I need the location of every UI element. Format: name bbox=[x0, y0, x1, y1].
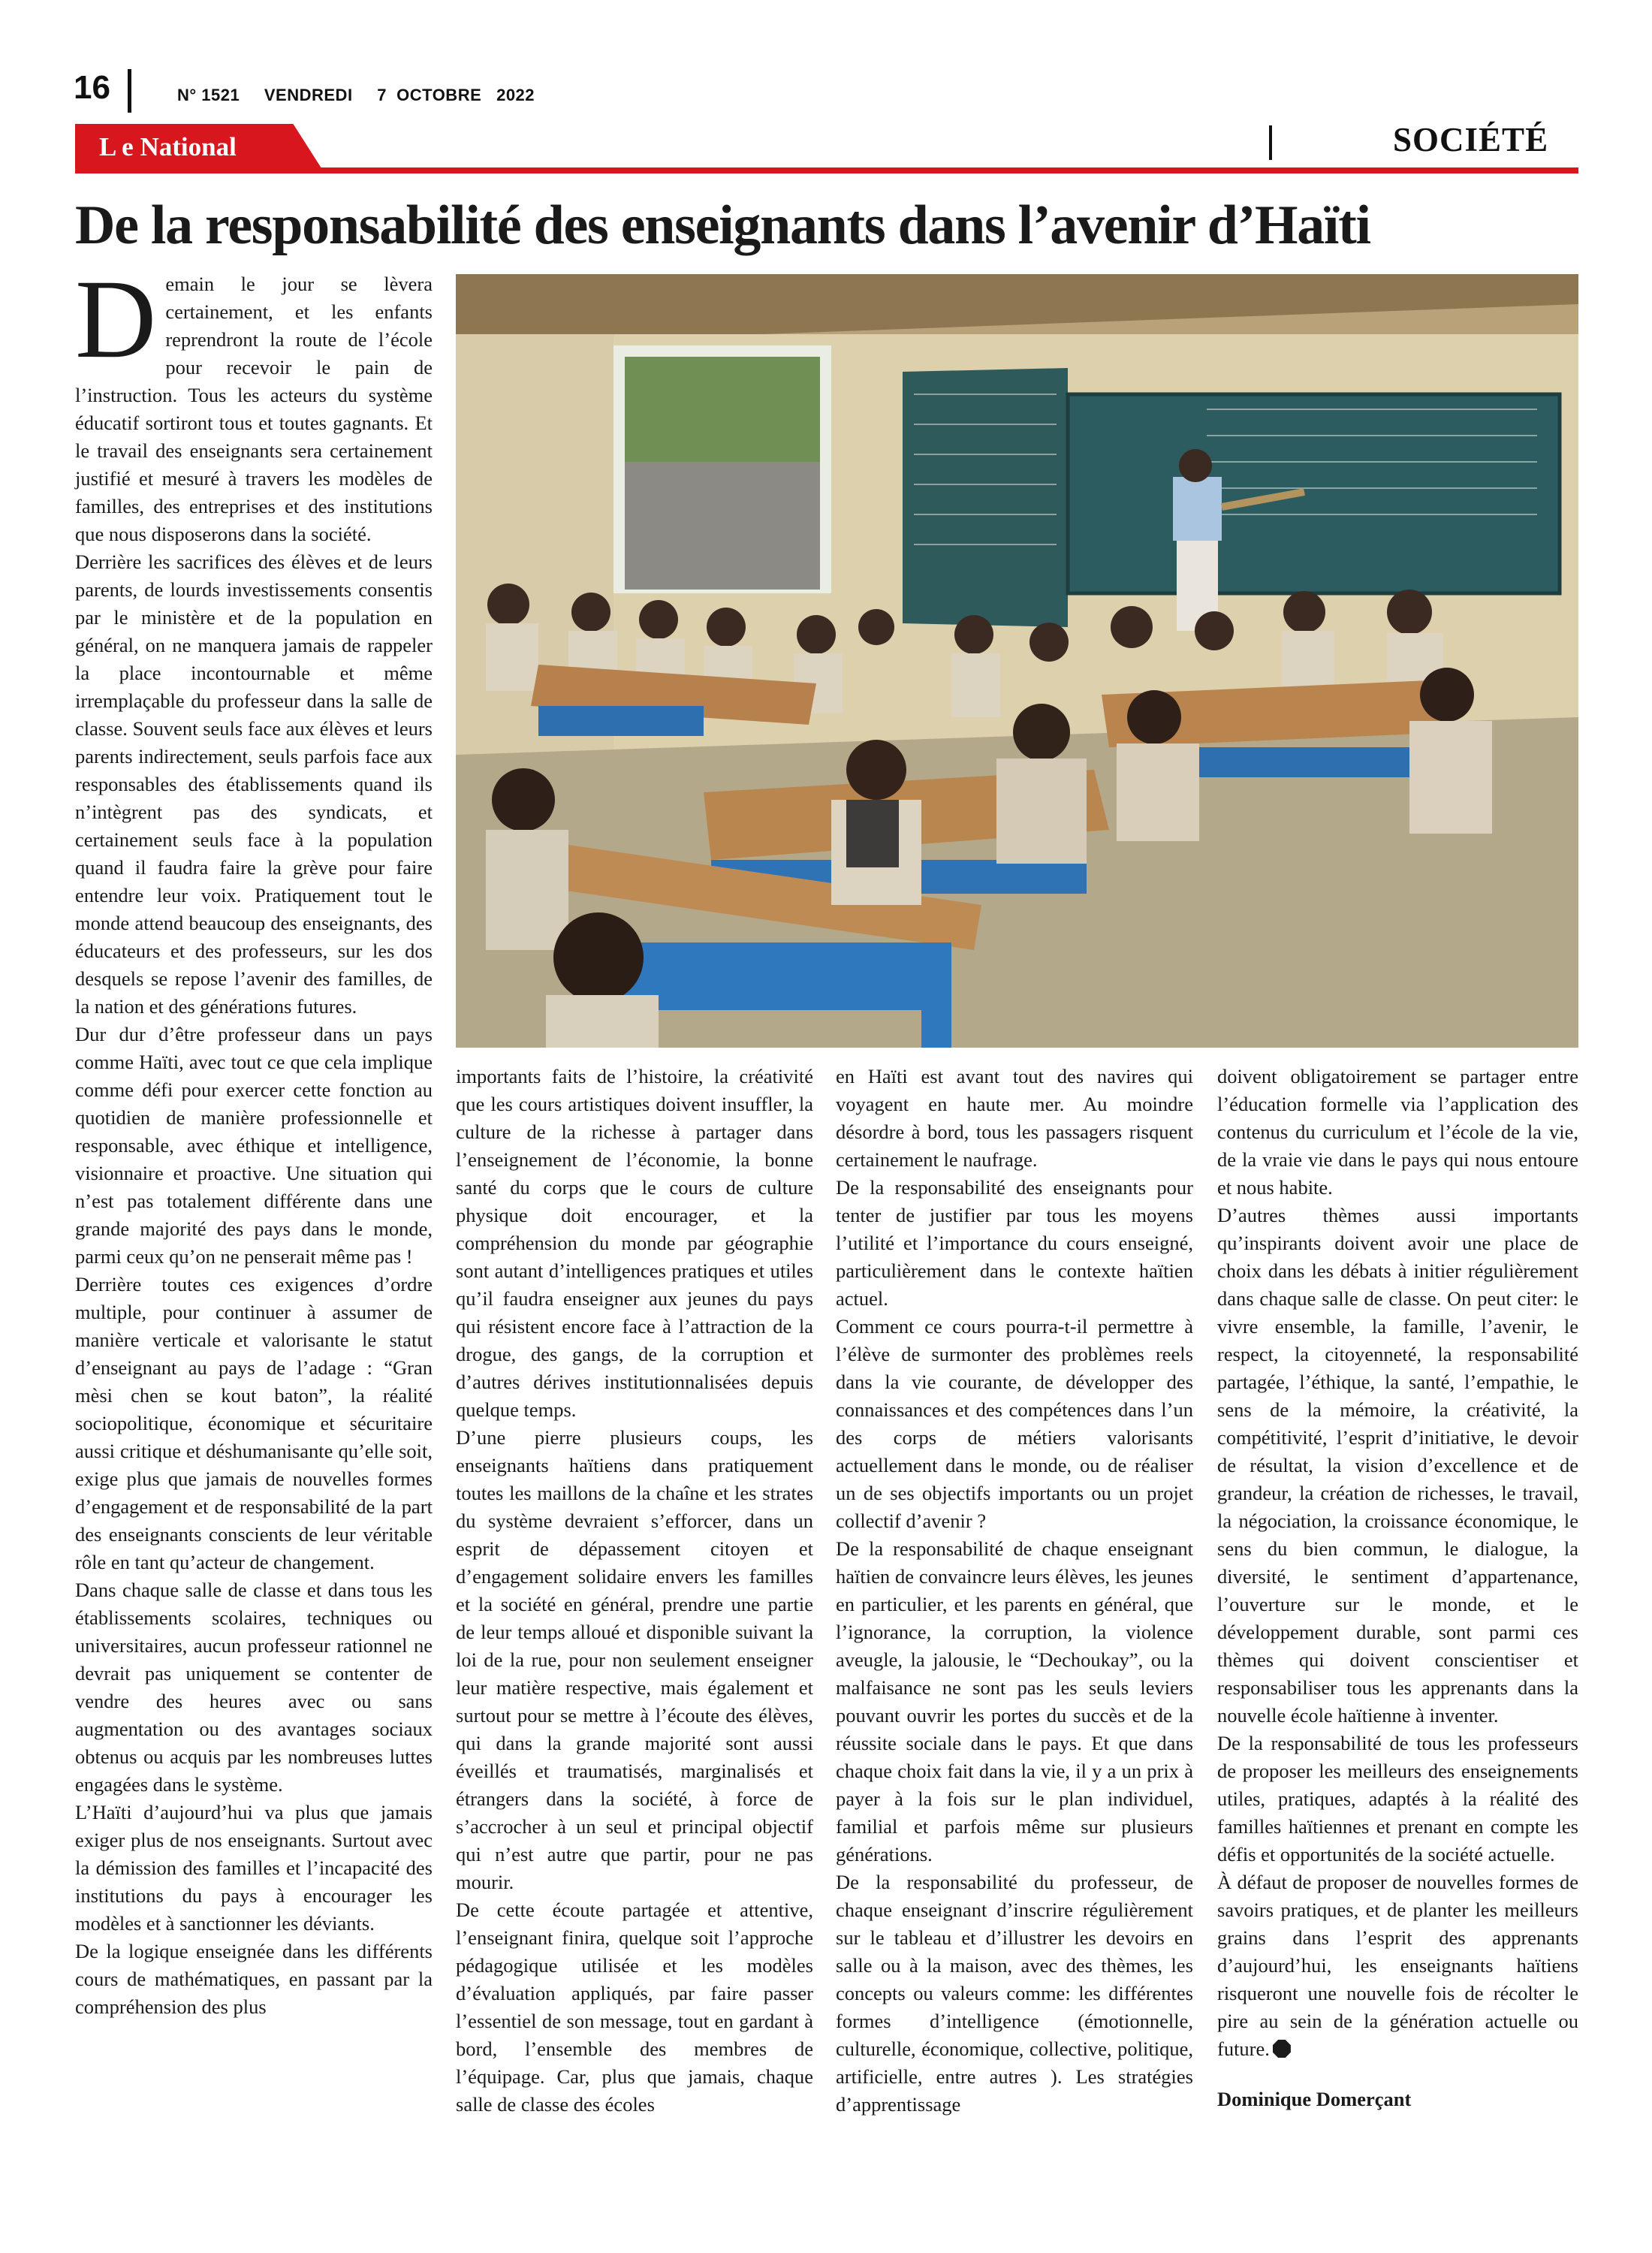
paragraph: Dans chaque salle de classe et dans tous les établissements scolaires, techniques ou universitaires, aucun professeur rationnel ne devrait pas uniquement se contenter de vendre des heures avec ou sans augmentation ou des avantages sociaux obtenus ou acquis par les nombreuses luttes engagées dans le système. bbox=[75, 1579, 433, 1796]
paragraph: De la responsabilité des enseignants pour tenter de justifier par tous les moyens l’utilité et l’importance du cours enseigné, particulièrement dans le contexte haïtien actuel. bbox=[836, 1176, 1193, 1310]
paragraph: De cette écoute partagée et attentive, l’enseignant finira, quelque soit l’approche pédagogique utilisée et les modèles d’évaluation appliqués, par faire passer l’essentiel de son message, tout en gardant à bord, l’ensemble des membres de l’équipage. Car, plus que jamais, chaque salle de classe des écoles bbox=[456, 1899, 813, 2116]
issue-line bbox=[177, 86, 554, 105]
issue-weekday: VENDREDI bbox=[264, 86, 353, 104]
header-divider bbox=[128, 69, 131, 113]
paragraph: De la responsabilité du professeur, de chaque enseignant d’inscrire régulièrement sur le tableau et d’illustrer les devoirs en salle ou à la maison, avec des thèmes, les concepts ou valeurs comme: les différentes formes d’intelligence (émotionnelle, culturelle, économique, collective, politique, artificielle, entre autres ). Les stratégies d’apprentissage bbox=[836, 1871, 1193, 2116]
paragraph: Derrière les sacrifices des élèves et de leurs parents, de lourds investissements consentis par le ministère et de la population en général, on ne manquera jamais de rappeler la place incontournable et même irremplaçable du professeur dans la salle de classe. Souvent seuls face aux élèves et leurs parents indirectement, seuls parfois face aux responsables des établissements quand ils n’intègrent pas des syndicats, et certainement seuls face à la population quand il faudra faire la grève pour faire entendre leur voix. Pratiquement tout le monde attend beaucoup des enseignants, des éducateurs et des professeurs, sur les dos desquels se repose l’avenir des familles, de la nation et des générations futures. bbox=[75, 550, 433, 1018]
paragraph: Dur dur d’être professeur dans un pays comme Haïti, avec tout ce que cela implique comme défi pour exercer cette fonction au quotidien de manière professionnelle et responsable, avec éthique et intelligence, visionnaire et proactive. Une situation qui n’est pas totalement différente dans une grande majorité des pays dans le monde, parmi ceux qu’on ne penserait même pas ! bbox=[75, 1023, 433, 1268]
section-divider bbox=[1269, 125, 1272, 160]
page-number: 16 bbox=[74, 69, 110, 106]
article-column-3 bbox=[836, 1063, 1193, 2119]
article-column-1 bbox=[75, 257, 433, 2021]
paragraph: D’autres thèmes aussi importants qu’inspirants doivent avoir une place de choix dans les débats à initier régulièrement dans chaque salle de classe. On peut citer: le vivre ensemble, la famille, l’avenir, le respect, la citoyenneté, la responsabilité partagée, l’éthique, la santé, l’empathie, le sens de la mémoire, la créativité, la compétitivité, l’esprit d’initiative, le devoir de résultat, la vision d’excellence et de grandeur, la création de richesses, le travail, la négociation, la croissance économique, le sens du bien commun, le dialogue, la diversité, le sentiment d’appartenance, l’ouverture sur le monde, et le développement durable, sont parmi ces thèmes qui doivent conscientiser et responsabiliser tous les apprenants dans la nouvelle école haïtienne à inventer. bbox=[1217, 1204, 1578, 1727]
paragraph: doivent obligatoirement se partager entre l’éducation formelle via l’application des contenus du curriculum et l’école de la vie, de la vraie vie dans le pays qui nous entoure et nous habite. bbox=[1217, 1065, 1578, 1199]
paragraph: D’une pierre plusieurs coups, les enseignants haïtiens dans pratiquement toutes les maillons de la chaîne et les strates du système devraient s’efforcer, dans un esprit de dépassement citoyen et d’engagement solidaire envers les familles et la société en général, prendre une partie de leur temps alloué et disponible suivant la loi de la rue, pour non seulement enseigner leur matière respective, mais également et surtout pour se mettre à l’écoute des élèves, qui dans la grande majorité sont aussi éveillés et traumatisés, marginalisés et étrangers dans la société, à force de s’accrocher à un seul et principal objectif qui n’est autre que partir, pour ne pas mourir. bbox=[456, 1426, 813, 1893]
paragraph: Derrière toutes ces exigences d’ordre multiple, pour continuer à assumer de manière verticale et valorisante le statut d’enseignant au pays de l’adage : “Gran mèsi chen se kout baton”, la réalité sociopolitique, économique et sécuritaire aussi critique et déshumanisante qu’elle soit, exige plus que jamais de nouvelles formes d’engagement et de responsabilité de la part des enseignants conscients de leur véritable rôle en tant qu’acteur de changement. bbox=[75, 1273, 433, 1573]
paragraph: en Haïti est avant tout des navires qui voyagent en haute mer. Au moindre désordre à bord, tous les passagers risquent certainement le naufrage. bbox=[836, 1065, 1193, 1171]
classroom-photo bbox=[456, 274, 1578, 1048]
paragraph: De la responsabilité de chaque enseignant haïtien de convaincre leurs élèves, les jeunes en particulier, et les parents en général, que l’ignorance, la corruption, la violence aveugle, la jalousie, le “Dechoukay”, ou la malfaisance ne sont pas les seuls leviers pouvant ouvrir les portes du succès et de la réussite sociale dans le pays. Et que dans chaque choix fait dans la vie, il y a un prix à payer à la fois sur le plan individuel, familial et parfois même sur plusieurs générations. bbox=[836, 1537, 1193, 1865]
header-rule bbox=[75, 167, 1578, 173]
drop-cap: D bbox=[75, 257, 157, 382]
issue-number: N° 1521 bbox=[177, 86, 240, 104]
article-headline: De la responsabilité des enseignants dans l’avenir d’Haïti bbox=[75, 195, 1370, 256]
newspaper-name: L e National bbox=[99, 132, 237, 161]
paragraph-last bbox=[1217, 1868, 1578, 2063]
article-column-4 bbox=[1217, 1063, 1578, 2113]
paragraph-text: À défaut de proposer de nouvelles formes de savoirs pratiques, et de planter les meilleurs grains dans l’esprit des apprenants d’aujourd’hui, les enseignants haïtiens risqueront une nouvelle fois de récolter le pire au sein de la génération actuelle ou future. bbox=[1217, 1871, 1578, 2060]
paragraph: L’Haïti d’aujourd’hui va plus que jamais exiger plus de nos enseignants. Surtout avec la démission des familles et l’incapacité des institutions du pays à encourager les modèles et à sanctionner les déviants. bbox=[75, 1801, 433, 1935]
issue-date: 7 OCTOBRE 2022 bbox=[377, 86, 535, 104]
paragraph: Comment ce cours pourra-t-il permettre à l’élève de surmonter des problèmes reels dans la vie courante, de développer des connaissances et des compétences dans l’un des corps de métiers valorisants actuellement dans le monde, ou de réaliser un de ses objectifs importants ou un projet collectif d’avenir ? bbox=[836, 1315, 1193, 1532]
paragraph: importants faits de l’histoire, la créativité que les cours artistiques doivent insuffler, la culture de la richesse à partager dans l’enseignement de l’économie, la bonne santé du corps que le cours de culture physique doit encourager, et la compréhension du monde par géographie sont autant d’intelligences pratiques et utiles qu’il faudra enseigner aux jeunes du pays qui résistent encore face à l’attraction de la drogue, des gangs, de la corruption et d’autres dérives institutionnalisées depuis quelque temps. bbox=[456, 1065, 813, 1421]
author-byline: Dominique Domerçant bbox=[1217, 2088, 1412, 2110]
paragraph: De la responsabilité de tous les professeurs de proposer les meilleurs des enseignements utiles, pratiques, adaptés à la réalité des familles haïtiennes et prenant en compte les défis et opportunités de la société actuelle. bbox=[1217, 1732, 1578, 1865]
paragraph: emain le jour se lèvera certainement, et les enfants reprendront la route de l’école pour recevoir le pain de l’instruction. Tous les acteurs du système éducatif sortiront tous et toutes gagnants. Et le travail des enseignants sera certainement justifié et mesuré à travers les modèles de familles, des entreprises et des institutions que nous disposerons dans la société. bbox=[75, 273, 433, 545]
section-title: SOCIÉTÉ bbox=[1393, 121, 1549, 158]
article-column-2 bbox=[456, 1063, 813, 2119]
paragraph: De la logique enseignée dans les différents cours de mathématiques, en passant par la compréhension des plus bbox=[75, 1940, 433, 2018]
end-of-article-icon bbox=[1273, 2040, 1291, 2058]
